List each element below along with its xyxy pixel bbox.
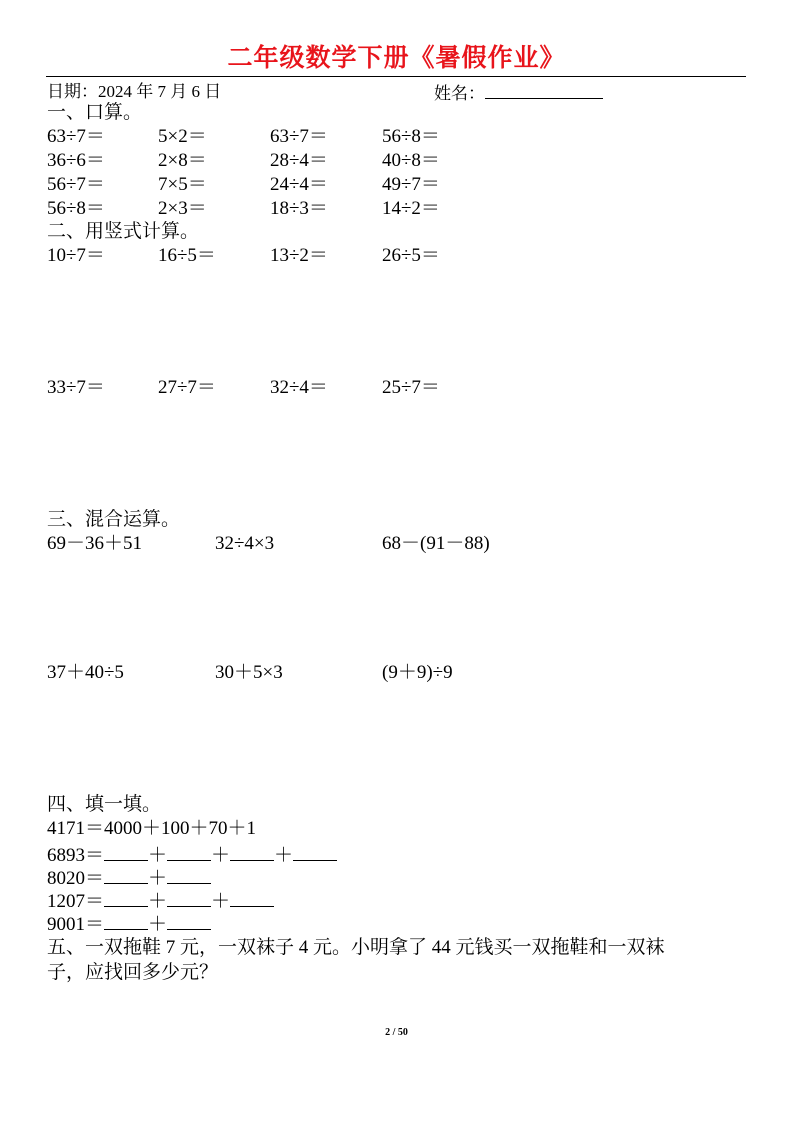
mixed-problem: 37＋40÷5 [47, 662, 124, 683]
mixed-problem: 69－36＋51 [47, 533, 143, 554]
fill-blank[interactable] [104, 842, 148, 861]
section2-heading: 二、用竖式计算。 [47, 221, 200, 242]
vertical-problem: 26÷5＝ [382, 245, 440, 266]
oral-problem: 36÷6＝ [47, 150, 105, 171]
mixed-problem: 32÷4×3 [215, 533, 275, 554]
header-rule [46, 76, 746, 77]
oral-problem: 63÷7＝ [47, 126, 105, 147]
section3-heading: 三、混合运算。 [47, 509, 181, 530]
oral-problem: 56÷8＝ [382, 126, 440, 147]
oral-problem: 7×5＝ [158, 174, 207, 195]
fill-blank[interactable] [167, 842, 211, 861]
fill-row [47, 911, 211, 937]
oral-problem: 18÷3＝ [270, 198, 328, 219]
vertical-problem: 16÷5＝ [158, 245, 216, 266]
plus-sign: ＋ [148, 891, 168, 912]
fill-blank[interactable] [293, 842, 337, 861]
oral-problem: 63÷7＝ [270, 126, 328, 147]
oral-problem: 24÷4＝ [270, 174, 328, 195]
page-title: 二年级数学下册《暑假作业》 [227, 43, 566, 72]
oral-problem: 14÷2＝ [382, 198, 440, 219]
fill-blank[interactable] [167, 888, 211, 907]
fill-example: 4171＝4000＋100＋70＋1 [47, 818, 257, 839]
date-label: 日期：2024 年 7 月 6 日 [47, 82, 222, 101]
name-blank[interactable] [485, 80, 603, 99]
vertical-problem: 10÷7＝ [47, 245, 105, 266]
fill-blank[interactable] [104, 865, 148, 884]
vertical-problem: 32÷4＝ [270, 377, 328, 398]
plus-sign: ＋ [274, 845, 294, 866]
name-label-text: 姓名： [434, 84, 485, 103]
oral-problem: 49÷7＝ [382, 174, 440, 195]
oral-problem: 40÷8＝ [382, 150, 440, 171]
plus-sign: ＋ [148, 914, 168, 935]
vertical-problem: 25÷7＝ [382, 377, 440, 398]
section4-heading: 四、填一填。 [47, 794, 162, 815]
mixed-problem: (9＋9)÷9 [382, 662, 453, 683]
plus-sign: ＋ [211, 845, 231, 866]
fill-blank[interactable] [230, 888, 274, 907]
section1-heading: 一、口算。 [47, 102, 143, 123]
fill-label: 9001＝ [47, 914, 105, 935]
fill-label: 6893＝ [47, 845, 105, 866]
fill-blank[interactable] [104, 911, 148, 930]
fill-blank[interactable] [167, 865, 211, 884]
page-number: 2 / 50 [385, 1027, 408, 1038]
oral-problem: 28÷4＝ [270, 150, 328, 171]
plus-sign: ＋ [148, 845, 168, 866]
name-label [434, 80, 603, 106]
oral-problem: 5×2＝ [158, 126, 207, 147]
plus-sign: ＋ [211, 891, 231, 912]
oral-problem: 56÷7＝ [47, 174, 105, 195]
oral-problem: 2×3＝ [158, 198, 207, 219]
fill-blank[interactable] [167, 911, 211, 930]
oral-problem: 2×8＝ [158, 150, 207, 171]
fill-label: 8020＝ [47, 868, 105, 889]
word-problem-line: 子，应找回多少元？ [47, 962, 219, 983]
vertical-problem: 13÷2＝ [270, 245, 328, 266]
fill-blank[interactable] [104, 888, 148, 907]
plus-sign: ＋ [148, 868, 168, 889]
vertical-problem: 33÷7＝ [47, 377, 105, 398]
mixed-problem: 30＋5×3 [215, 662, 283, 683]
fill-blank[interactable] [230, 842, 274, 861]
mixed-problem: 68－(91－88) [382, 533, 490, 554]
oral-problem: 56÷8＝ [47, 198, 105, 219]
vertical-problem: 27÷7＝ [158, 377, 216, 398]
fill-label: 1207＝ [47, 891, 105, 912]
word-problem-line: 五、一双拖鞋 7 元，一双袜子 4 元。小明拿了 44 元钱买一双拖鞋和一双袜 [47, 937, 665, 958]
